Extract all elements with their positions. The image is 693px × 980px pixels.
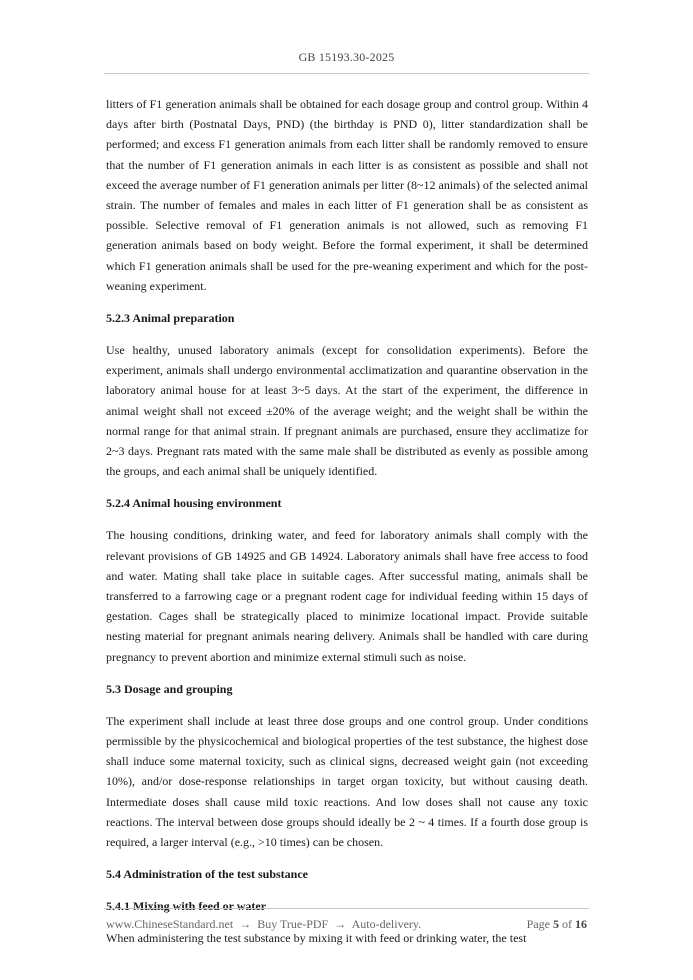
arrow-right-icon: → (239, 917, 252, 931)
of-label: of (562, 917, 572, 931)
heading-5-3: 5.3 Dosage and grouping (106, 681, 233, 696)
heading-5-4: 5.4 Administration of the test substance (106, 867, 309, 882)
document-code-header: GB 15193.30-2025 (298, 50, 395, 64)
paragraph-animal-preparation: Use healthy, unused laboratory animals (except for consolidation experiments). Before the experiment, animals shall undergo environmental acclimatization and quarantine observation in the laboratory animal house for at least 3~5 days. At the start of the experiment, the difference in animal weight shall not exceed ±20% of the average weight; and the weight shall be within the normal range for that animal strain. If pregnant animals are purchased, ensure they acclimatize for 2~3 days. Pregnant rats mated with the same male shall be distributed as evenly as possible among the groups, and each animal shall be uniquely identified. (106, 343, 588, 479)
paragraph-mixing-feed-water: When administering the test substance by mixing it with feed or drinking water, the test (106, 931, 527, 946)
document-body (106, 94, 588, 961)
paragraph-litters: litters of F1 generation animals shall be obtained for each dosage group and control group. Within 4 days after birth (Postnatal Days, PND) (the birthday is PND 0), litter standardization shall be performed; and excess F1 generation animals from each litter shall be randomly removed to ensure that the number of F1 generation animals in each litter is as consistent as possible and shall not exceed the average number of F1 generation animals per litter (8~12 animals) of the selected animal strain. The number of females and males in each litter of F1 generation shall be as consistent as possible. Selective removal of F1 generation animals is not allowed, such as removing F1 generation animals based on body weight. Before the formal experiment, it shall be determined which F1 generation animals shall be used for the pre-weaning experiment and which for the post-weaning experiment. (106, 97, 588, 293)
auto-delivery-link[interactable]: Auto-delivery. (351, 917, 422, 931)
page-current: 5 (553, 917, 559, 931)
page-total: 16 (575, 917, 587, 931)
page-label: Page (526, 917, 550, 931)
paragraph-housing-environment: The housing conditions, drinking water, and feed for laboratory animals shall comply with the relevant provisions of GB 14925 and GB 14924. Laboratory animals shall have free access to food and water. Mating shall take place in suitable cages. After successful mating, animals shall be transferred to a farrowing cage or a pregnant rodent cage for individual feeding within 15 days of gestation. Cages shall be strategically placed to minimize locational impact. Provide suitable nesting material for pregnant animals nearing delivery. Animals shall be handled with care during pregnancy to prevent abortion and minimize external stimuli such as noise. (106, 528, 588, 664)
arrow-right-icon: → (334, 917, 347, 931)
paragraph-dosage-grouping: The experiment shall include at least three dose groups and one control group. Under conditions permissible by the physicochemical and biological properties of the test substance, the highest dose shall induce some maternal toxicity, such as clinical signs, decreased weight gain (not exceeding 10%), and/or dose-response relationships in target organ toxicity, but without causing death. Intermediate doses shall cause mild toxic reactions. And low doses shall not cause any toxic reactions. The interval between dose groups should ideally be 2 ~ 4 times. If a fourth dose group is required, a larger interval (e.g., >10 times) can be chosen. (106, 713, 588, 850)
footer-links (106, 917, 421, 932)
heading-5-2-4: 5.2.4 Animal housing environment (106, 496, 282, 511)
page-indicator (527, 917, 587, 932)
heading-5-4-1: 5.4.1 Mixing with feed or water (106, 899, 267, 914)
heading-5-2-3: 5.2.3 Animal preparation (106, 311, 235, 326)
header-divider (104, 73, 589, 74)
footer-divider (104, 908, 589, 909)
site-link[interactable]: www.ChineseStandard.net (106, 917, 234, 931)
buy-pdf-link[interactable]: Buy True-PDF (257, 917, 329, 931)
